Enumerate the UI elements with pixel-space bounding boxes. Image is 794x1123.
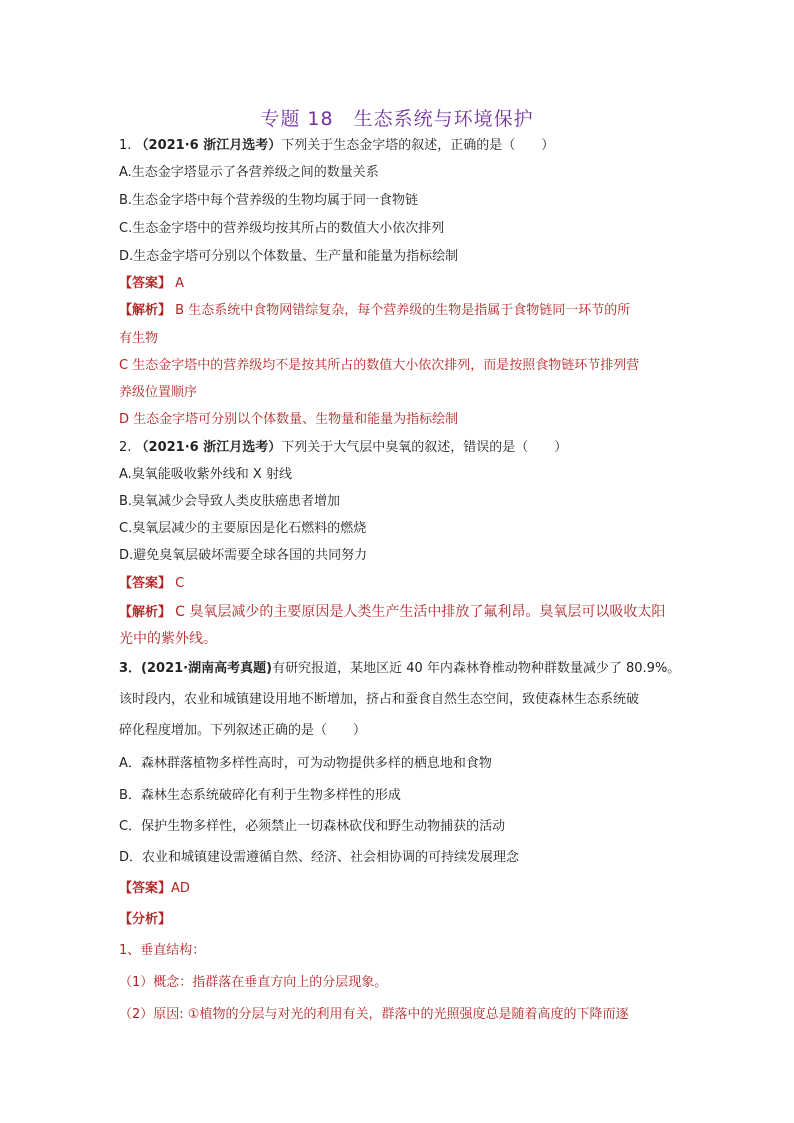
q1-analysis-tag: 【解析】 xyxy=(119,303,172,318)
q2-analysis-tag: 【解析】 xyxy=(119,605,172,620)
q2-answer-tag: 【答案】 xyxy=(119,576,172,591)
q1-analysis-text-1a: B 生态系统中食物网错综复杂，每个营养级的生物是指属于食物链同一环节的所 xyxy=(175,303,631,318)
q3-answer xyxy=(119,882,190,895)
q1-analysis-line-1 xyxy=(119,304,630,317)
q2-answer xyxy=(119,577,184,590)
q3-analysis-p3: （2）原因: ①植物的分层与对光的利用有关，群落中的光照强度总是随着高度的下降而逐 xyxy=(119,1007,629,1022)
q3-analysis-p2: （1）概念：指群落在垂直方向上的分层现象。 xyxy=(119,975,388,990)
page-title: 专题 18 生态系统与环境保护 xyxy=(260,108,534,130)
q1-analysis-text-1b: 有生物 xyxy=(119,331,159,346)
q2-question: 下列关于大气层中臭氧的叙述，错误的是（ ） xyxy=(281,440,568,455)
q1-option-a: A.生态金字塔显示了各营养级之间的数量关系 xyxy=(119,165,379,180)
q1-answer xyxy=(119,277,184,290)
q2-analysis-text-1b: 光中的紫外线。 xyxy=(119,631,217,647)
q1-analysis-text-2a: C 生态金字塔中的营养级均不是按其所占的数值大小依次排列，而是按照食物链环节排列营 xyxy=(119,358,640,373)
q3-option-a: A．森林群落植物多样性高时，可为动物提供多样的栖息地和食物 xyxy=(119,756,492,771)
q1-analysis-text-2b: 养级位置顺序 xyxy=(119,385,198,400)
q3-source: (2021·湖南高考真题) xyxy=(141,661,273,676)
q1-answer-value: A xyxy=(175,276,185,291)
q1-stem xyxy=(119,139,554,152)
q3-answer-tag: 【答案】 xyxy=(119,881,172,896)
q1-number: 1. xyxy=(119,138,132,153)
q2-answer-value: C xyxy=(175,576,185,591)
q2-analysis-line-1 xyxy=(119,605,665,619)
q3-option-c: C．保护生物多样性，必须禁止一切森林砍伐和野生动物捕获的活动 xyxy=(119,819,506,834)
q3-stem-line-2: 该时段内，农业和城镇建设用地不断增加，挤占和蚕食自然生态空间，致使森林生态系统破 xyxy=(119,692,640,707)
q3-option-b: B．森林生态系统破碎化有利于生物多样性的形成 xyxy=(119,788,401,803)
q1-question: 下列关于生态金字塔的叙述，正确的是（ ） xyxy=(281,138,555,153)
q2-analysis-text-1a: C 臭氧层减少的主要原因是人类生产生活中排放了氟利昂。臭氧层可以吸收太阳 xyxy=(175,604,666,620)
q3-stem-line-1 xyxy=(119,662,680,675)
q1-option-d: D.生态金字塔可分别以个体数量、生产量和能量为指标绘制 xyxy=(119,249,459,264)
q3-option-d: D．农业和城镇建设需遵循自然、经济、社会相协调的可持续发展理念 xyxy=(119,850,520,865)
q1-analysis-text-3: D 生态金字塔可分别以个体数量、生物量和能量为指标绘制 xyxy=(119,412,459,427)
q2-option-d: D.避免臭氧层破坏需要全球各国的共同努力 xyxy=(119,548,368,563)
q3-stem-line-3: 碎化程度增加。下列叙述正确的是（ ） xyxy=(119,723,367,738)
q2-number: 2. xyxy=(119,440,132,455)
q2-source: （2021·6 浙江月选考） xyxy=(135,440,282,455)
q2-option-c: C.臭氧层减少的主要原因是化石燃料的燃烧 xyxy=(119,521,367,536)
q1-answer-tag: 【答案】 xyxy=(119,276,172,291)
q2-option-a: A.臭氧能吸收紫外线和 X 射线 xyxy=(119,467,292,482)
q3-analysis-p1: 1、垂直结构： xyxy=(119,943,206,958)
q2-stem xyxy=(119,441,567,454)
q3-number: 3． xyxy=(119,661,142,676)
q2-option-b: B.臭氧减少会导致人类皮肤癌患者增加 xyxy=(119,494,341,509)
q3-answer-value: AD xyxy=(171,881,190,896)
q1-option-c: C.生态金字塔中的营养级均按其所占的数值大小依次排列 xyxy=(119,221,445,236)
q1-source: （2021·6 浙江月选考） xyxy=(135,138,282,153)
q3-analysis-tag: 【分析】 xyxy=(119,912,172,927)
q1-option-b: B.生态金字塔中每个营养级的生物均属于同一食物链 xyxy=(119,193,419,208)
q3-question-1: 有研究报道，某地区近 40 年内森林脊椎动物种群数量减少了 80.9%。 xyxy=(272,661,681,676)
